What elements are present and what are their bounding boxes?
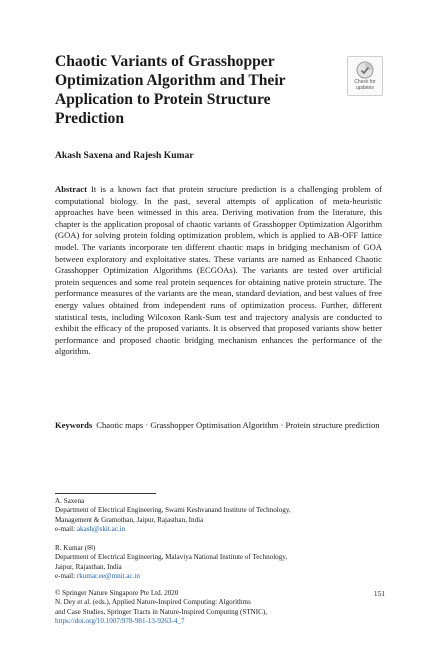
citation-line-2: and Case Studies, Springer Tracts in Nature-Inspired Computing (STNIC), — [55, 607, 268, 616]
email-label: e-mail: — [55, 525, 76, 534]
affiliation-name: A. Saxena — [55, 497, 85, 505]
affiliation-department: Department of Electrical Engineering, Swami Keshvanand Institute of Technology, — [55, 506, 291, 515]
email-label: e-mail: — [55, 572, 76, 581]
abstract — [55, 184, 382, 358]
keywords-text: Chaotic maps · Grasshopper Optimisation Algorithm · Protein structure prediction — [96, 420, 380, 430]
badge-label-line2: updates — [356, 84, 374, 91]
footnote-divider — [55, 493, 156, 494]
doi-link[interactable]: https://doi.org/10.1007/978-981-13-9263-4_7 — [55, 617, 185, 626]
affiliation-institution: Jaipur, Rajasthan, India — [55, 562, 122, 571]
abstract-label: Abstract — [55, 184, 87, 194]
author-list: Akash Saxena and Rajesh Kumar — [55, 150, 194, 161]
keywords — [55, 420, 382, 432]
email-link[interactable]: akash@skit.ac.in — [76, 525, 126, 534]
chapter-title: Chaotic Variants of Grasshopper Optimization Algorithm and Their Application to Protein Structure Prediction — [55, 53, 286, 127]
abstract-text: It is a known fact that protein structure prediction is a challenging problem of computational biology. In the past, several attempts of application of meta-heuristic approaches have been witnessed in this area. Deriving motivation from the literature, this chapter is the application proposal of chaotic variants of Grasshopper Optimization Algorithm (GOA) for solving protein folding optimization problem, which is applied to AB-OFF lattice model. The variants incorporate ten different chaotic maps in bridging mechanism of GOA between exploratory and exploitative states. These variants are named as Enhanced Chaotic Grasshopper Optimization Algorithms (ECGOAs). The variants are tested over artificial protein sequences and some real protein sequences for obtaining native protein structure. The performance measures of the variants are the mean, standard deviation, and best values of free energy values obtained from independent runs of optimization process. Further, different statistical tests, including Wilcoxon Rank-Sum test and trajectory analysis are conducted to exhibit the efficacy of the proposed variants. It is observed that proposed variants show better performance and proposed chaotic bridging mechanism enhances the performance of the algorithm. — [55, 184, 382, 357]
page-number: 151 — [373, 589, 385, 598]
email-link[interactable]: rkumar.ee@mnit.ac.in — [76, 572, 140, 581]
affiliation-institution: Management & Gramothan, Jaipur, Rajasthan, India — [55, 515, 204, 524]
check-for-updates-badge[interactable] — [347, 56, 383, 96]
badge-label-line1: Check for — [354, 79, 376, 85]
crossmark-icon — [356, 61, 374, 79]
copyright-line: © Springer Nature Singapore Pte Ltd. 2020 — [55, 589, 179, 597]
affiliation-name: R. Kumar (✉) — [55, 544, 96, 552]
citation-line-1: N. Dey et al. (eds.), Applied Nature-Inspired Computing: Algorithms — [55, 598, 251, 607]
affiliation-kumar — [55, 544, 385, 582]
affiliation-department: Department of Electrical Engineering, Malaviya National Institute of Technology, — [55, 553, 288, 562]
affiliation-saxena — [55, 497, 385, 535]
keywords-label: Keywords — [55, 420, 93, 430]
publication-footer — [55, 589, 385, 627]
